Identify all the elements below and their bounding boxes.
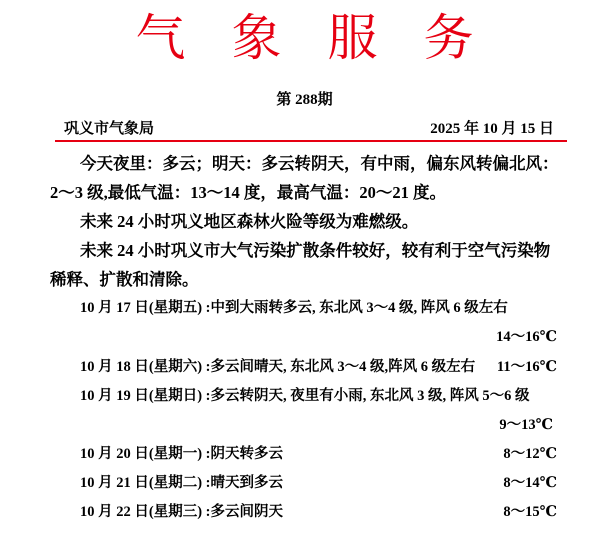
forecast-day-text: 10 月 19 日(星期日) :多云转阴天, 夜里有小雨, 东北风 3 级, 阵风 5～6 级 [80,388,530,404]
forecast-day-text: 10 月 20 日(星期一) :阴天转多云 [80,446,283,462]
issuing-organization: 巩义市气象局 [64,121,155,137]
paragraph-line: 未来 24 小时巩义市大气污染扩散条件较好，较有利于空气污染物 [80,241,551,260]
title-char: 务 [423,10,474,66]
title-char: 象 [231,10,282,66]
forecast-day-temp: 14～16℃ [496,329,557,345]
issue-number: 第 288期 [276,92,333,108]
forecast-day-temp: 9～13℃ [499,417,553,433]
red-divider [55,140,567,142]
paragraph-line: 2～3 级,最低气温：13～14 度，最高气温：20～21 度。 [50,183,446,202]
forecast-day-text: 10 月 17 日(星期五) :中到大雨转多云, 东北风 3～4 级, 阵风 6 级左右 [80,300,508,316]
issue-date: 2025 年 10 月 15 日 [430,121,554,137]
forecast-day-text: 10 月 21 日(星期二) :晴天到多云 [80,475,283,491]
paragraph-line: 今天夜里：多云；明天：多云转阴天，有中雨，偏东风转偏北风： [80,154,559,173]
page-title [0,8,609,68]
title-char: 服 [327,10,378,66]
forecast-day-temp: 8～15℃ [503,504,557,520]
title-char: 气 [135,10,186,66]
paragraph-line: 未来 24 小时巩义地区森林火险等级为难燃级。 [80,212,419,231]
forecast-day-temp: 8～12℃ [503,446,557,462]
forecast-day-temp: 11～16℃ [496,359,557,375]
forecast-day-text: 10 月 18 日(星期六) :多云间晴天, 东北风 3～4 级,阵风 6 级左右 [80,359,476,375]
forecast-day-temp: 8～14℃ [503,475,557,491]
forecast-day-text: 10 月 22 日(星期三) :多云间阴天 [80,504,283,520]
paragraph-line: 稀释、扩散和清除。 [50,270,199,289]
